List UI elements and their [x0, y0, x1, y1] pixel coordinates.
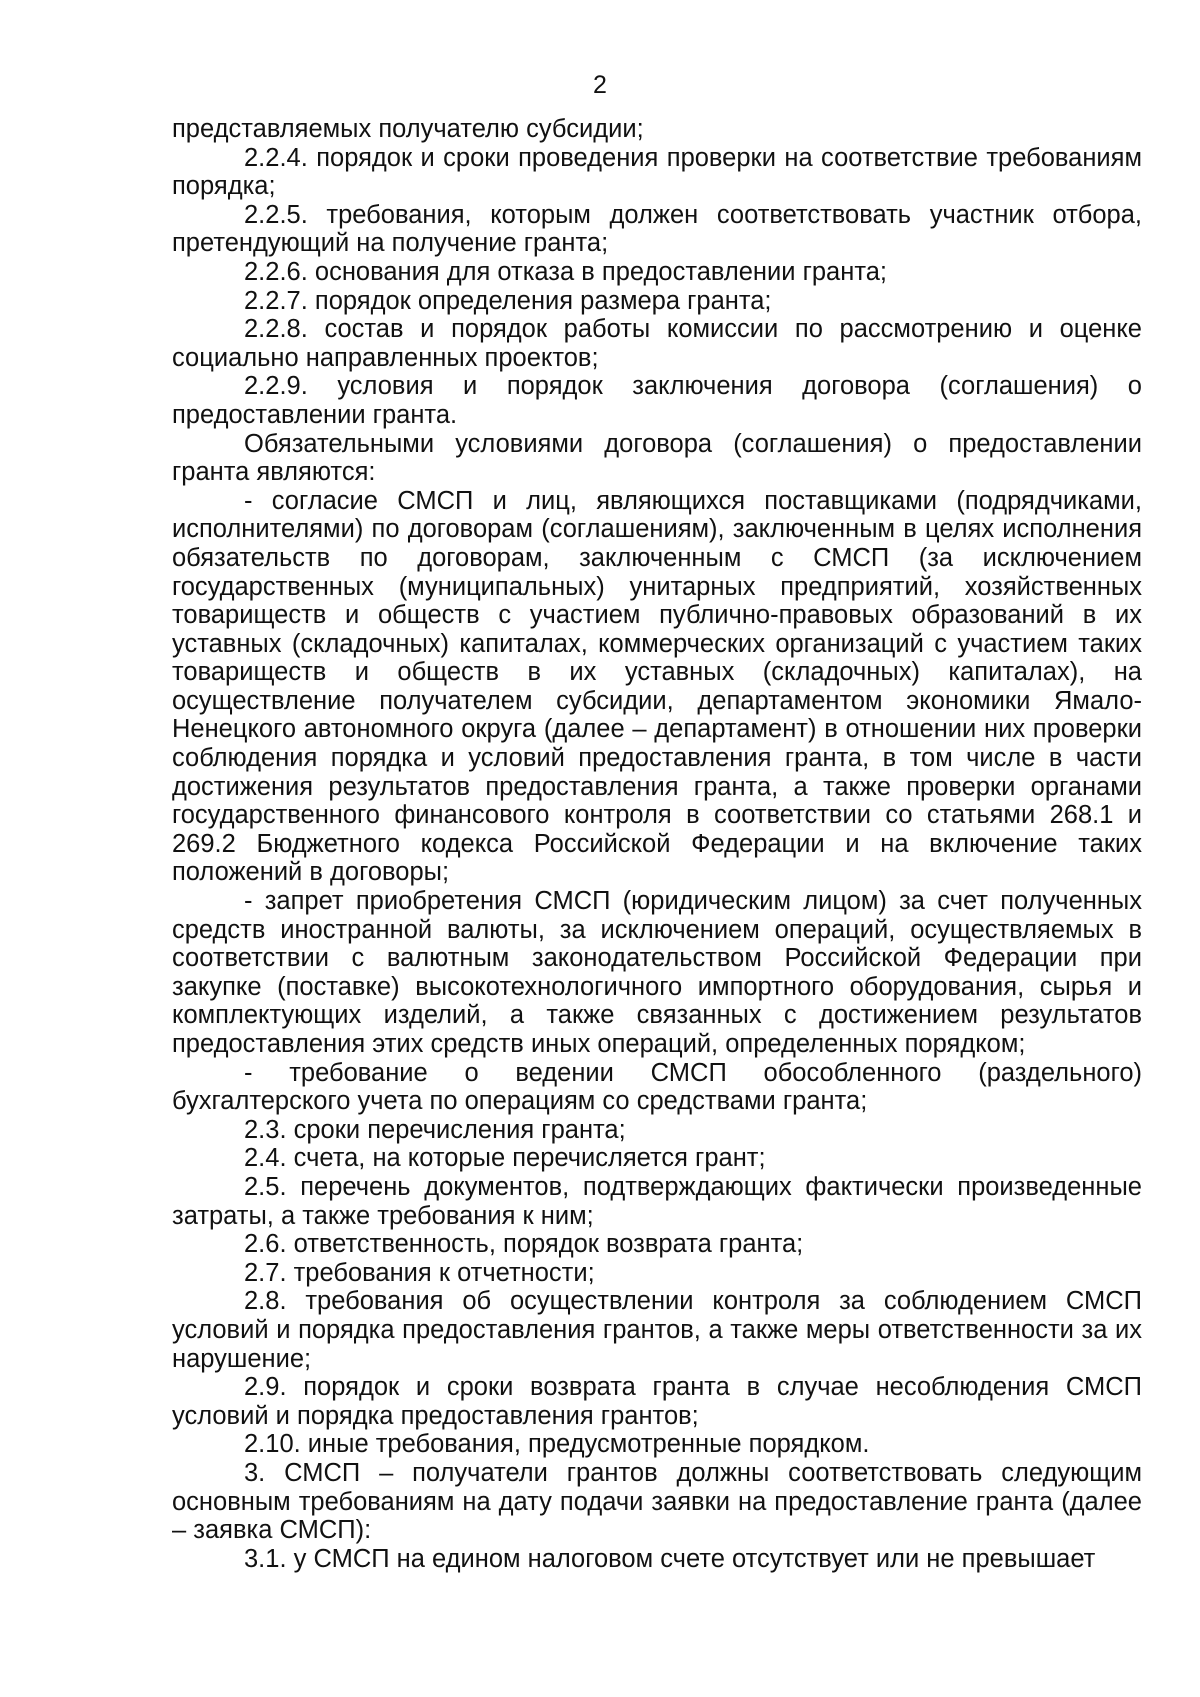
paragraph: 2.2.7. порядок определения размера гранта;	[244, 286, 772, 315]
paragraph: 2.5. перечень документов, подтверждающих фактически произведенные затраты, а также требования к ним;	[172, 1172, 1142, 1230]
document-body	[172, 115, 1142, 1573]
paragraph: 2.3. сроки перечисления гранта;	[244, 1115, 626, 1144]
paragraph: 2.2.9. условия и порядок заключения договора (соглашения) о предоставлении гранта.	[172, 372, 1142, 429]
paragraph: 2.8. требования об осуществлении контроля за соблюдением СМСП условий и порядка предоставления грантов, а также меры ответственности за их нарушение;	[172, 1287, 1142, 1373]
paragraph: - согласие СМСП и лиц, являющихся поставщиками (подрядчиками, исполнителями) по договорам (соглашениям), заключенным в целях исполнения обязательств по договорам, заключенным с СМСП (за исключением государственных (муниципальных) унитарных предприятий, хозяйственных товариществ и обществ с участием публично-правовых образований в их уставных (складочных) капиталах, коммерческих организаций с участием таких товариществ и обществ в их уставных (складочных) капиталах), на осуществление получателем субсидии, департаментом экономики Ямало-Ненецкого автономного округа (далее – департамент) в отношении них проверки соблюдения порядка и условий предоставления гранта, в том числе в части достижения результатов предоставления гранта, а также проверки органами государственного финансового контроля в соответствии со статьями 268.1 и 269.2 Бюджетного кодекса Российской Федерации и на включение таких положений в договоры;	[172, 486, 1142, 887]
paragraph: 2.7. требования к отчетности;	[244, 1258, 595, 1287]
paragraph: - запрет приобретения СМСП (юридическим лицом) за счет полученных средств иностранной валюты, за исключением операций, осуществляемых в соответствии с валютным законодательством Российской Федерации при закупке (поставке) высокотехнологичного импортного оборудования, сырья и комплектующих изделий, а также связанных с достижением результатов предоставления этих средств иных операций, определенных порядком;	[172, 887, 1142, 1058]
paragraph: - требование о ведении СМСП обособленного (раздельного) бухгалтерского учета по операциям со средствами гранта;	[172, 1058, 1142, 1116]
paragraph: 2.2.6. основания для отказа в предоставлении гранта;	[244, 257, 887, 286]
paragraph: Обязательными условиями договора (соглашения) о предоставлении гранта являются:	[172, 429, 1142, 487]
paragraph: 3. СМСП – получатели грантов должны соответствовать следующим основным требованиям на дату подачи заявки на предоставление гранта (далее – заявка СМСП):	[172, 1458, 1142, 1545]
paragraph: 2.4. счета, на которые перечисляется грант;	[244, 1144, 766, 1173]
paragraph: 2.2.4. порядок и сроки проведения проверки на соответствие требованиям порядка;	[172, 143, 1142, 201]
paragraph: 3.1. у СМСП на едином налоговом счете отсутствует или не превышает	[244, 1544, 1096, 1573]
paragraph: 2.2.5. требования, которым должен соответствовать участник отбора, претендующий на получение гранта;	[172, 200, 1142, 258]
paragraph: представляемых получателю субсидии;	[172, 115, 644, 143]
paragraph: 2.6. ответственность, порядок возврата гранта;	[244, 1230, 804, 1259]
paragraph: 2.9. порядок и сроки возврата гранта в случае несоблюдения СМСП условий и порядка предоставления грантов;	[172, 1373, 1142, 1430]
paragraph: 2.10. иные требования, предусмотренные порядком.	[244, 1430, 870, 1459]
paragraph: 2.2.8. состав и порядок работы комиссии по рассмотрению и оценке социально направленных проектов;	[172, 315, 1142, 372]
page-number: 2	[593, 71, 607, 99]
